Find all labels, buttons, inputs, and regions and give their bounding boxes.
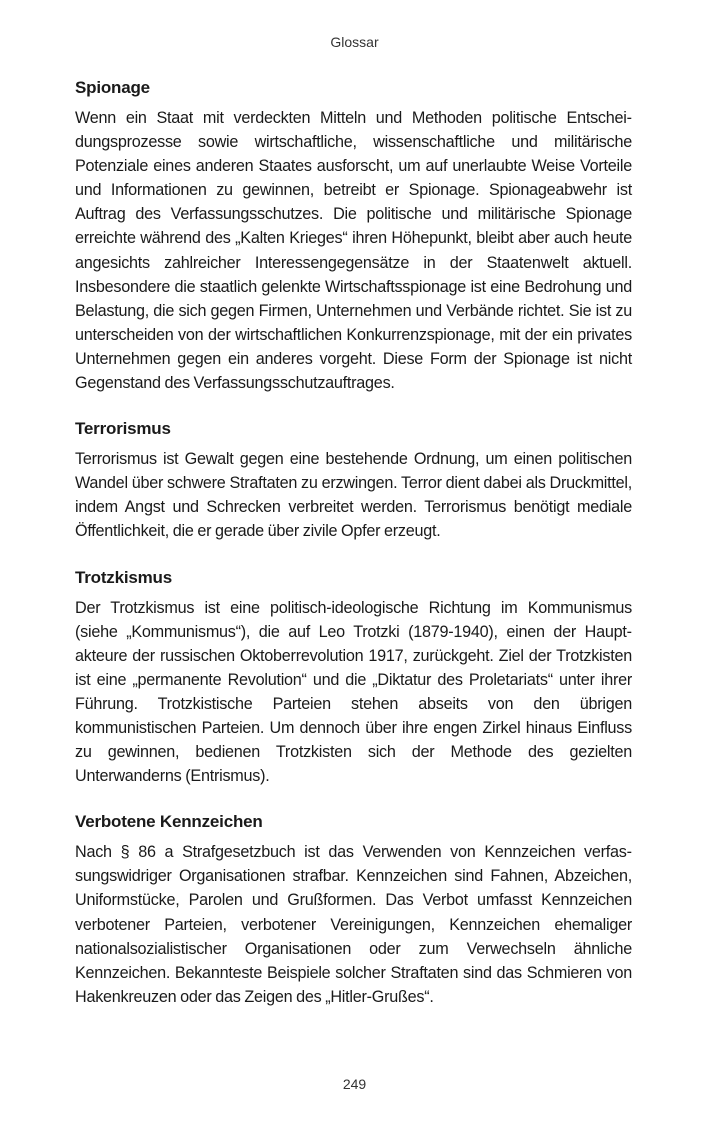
running-header: Glossar [330, 34, 379, 50]
glossary-entry-spionage [75, 76, 632, 395]
entry-definition: Wenn ein Staat mit verdeckten Mitteln und Methoden politische Entscheidungsprozesse sowie wirtschaftliche, wissenschaftliche und militärische Potenziale eines anderen Staates ausforscht, um auf unerlaubte Weise Vorteile und Informationen zu gewinnen, betreibt er Spionage. Spionageabwehr ist Auftrag des Verfassungsschutzes. Die politische und militärische Spionage erreichte während des „Kalten Krieges“ ihren Höhepunkt, bleibt aber auch heute angesichts zahlreicher Interessengegensätze in der Staatenwelt aktuell. Insbesondere die staatlich gelenkte Wirtschaftsspionage ist eine Bedrohung und Belastung, die sich gegen Firmen, Unternehmen und Verbände richtet. Sie ist zu unterscheiden von der wirtschaftlichen Konkurrenzspionage, mit der ein privates Unternehmen gegen ein anderes vorgeht. Diese Form der Spionage ist nicht Gegenstand des Verfassungsschutzauftrages. [75, 109, 632, 393]
entry-term: Verbotene Kennzeichen [75, 812, 263, 832]
glossary-content [75, 76, 632, 1031]
glossary-entry-terrorismus [75, 417, 632, 543]
glossary-entry-verbotene-kennzeichen [75, 810, 632, 1009]
entry-term: Terrorismus [75, 419, 171, 439]
entry-definition: Der Trotzkismus ist eine politisch-ideologische Richtung im Kommunismus (siehe „Kommunismus“), die auf Leo Trotzki (1879-1940), einen der Hauptakteure der russischen Oktoberrevolution 1917, zurückgeht. Ziel der Trotzkisten ist eine „permanente Revolution“ und die „Diktatur des Proletariats“ unter ihrer Führung. Trotzkistische Parteien stehen abseits von den übrigen kommunistischen Parteien. Um dennoch über ihre engen Zirkel hinaus Einfluss zu gewinnen, bedienen Trotzkisten sich der Methode des gezielten Unterwanderns (Entrismus). [75, 598, 632, 786]
page-number: 249 [342, 1076, 367, 1092]
entry-term: Trotzkismus [75, 567, 172, 587]
glossary-entry-trotzkismus [75, 566, 632, 789]
entry-term: Spionage [75, 78, 150, 97]
entry-definition: Terrorismus ist Gewalt gegen eine bestehende Ordnung, um einen politischen Wandel über schwere Straftaten zu erzwingen. Terror dient dabei als Druckmittel, indem Angst und Schrecken verbreitet werden. Terrorismus benötigt mediale Öffentlichkeit, die er gerade über zivile Opfer erzeugt. [75, 450, 632, 541]
entry-definition: Nach § 86 a Strafgesetzbuch ist das Verwenden von Kennzeichen verfassungswidriger Organisationen strafbar. Kennzeichen sind Fahnen, Abzeichen, Uniformstücke, Parolen und Grußformen. Das Verbot umfasst Kennzeichen verbotener Parteien, verbotener Vereinigungen, Kennzeichen ehemaliger nationalsozialistischer Organisationen oder zum Verwechseln ähnliche Kennzeichen. Bekannteste Beispiele solcher Straftaten sind das Schmieren von Hakenkreuzen oder das Zeigen des „Hitler-Grußes“. [75, 843, 632, 1006]
